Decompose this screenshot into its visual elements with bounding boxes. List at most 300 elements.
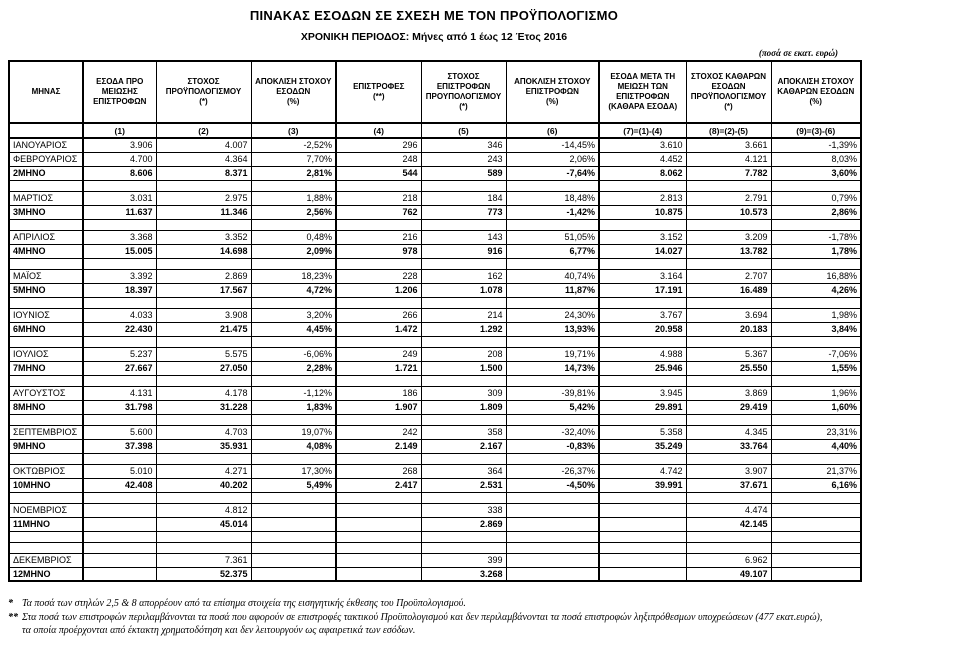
spacer-cell <box>83 542 156 553</box>
value-cell: 309 <box>421 386 506 400</box>
month-label: 3ΜΗΝΟ <box>9 205 83 219</box>
value-cell: 1.472 <box>336 322 421 336</box>
value-cell: 4,40% <box>771 439 861 453</box>
value-cell: -32,40% <box>506 425 599 439</box>
value-cell: 1,78% <box>771 244 861 258</box>
value-cell: 3.767 <box>599 308 686 322</box>
value-cell: 364 <box>421 464 506 478</box>
spacer-cell <box>156 180 251 191</box>
month-label: ΔΕΚΕΜΒΡΙΟΣ <box>9 553 83 567</box>
spacer-cell <box>686 219 771 230</box>
spacer-cell <box>251 297 336 308</box>
value-cell <box>83 517 156 531</box>
value-cell <box>83 503 156 517</box>
spacer-cell <box>251 492 336 503</box>
column-header-3: ΑΠΟΚΛΙΣΗ ΣΤΟΧΟΥ ΕΣΟΔΩΝ (%) <box>251 61 336 123</box>
value-cell: 2.149 <box>336 439 421 453</box>
spacer-cell <box>83 336 156 347</box>
value-cell: 2.531 <box>421 478 506 492</box>
spacer-cell <box>251 542 336 553</box>
table-row <box>9 244 861 258</box>
value-cell: 31.798 <box>83 400 156 414</box>
spacer-cell <box>421 180 506 191</box>
value-cell: 3.694 <box>686 308 771 322</box>
value-cell: 25.550 <box>686 361 771 375</box>
value-cell: 4.178 <box>156 386 251 400</box>
spacer-cell <box>336 297 421 308</box>
value-cell: 3.392 <box>83 269 156 283</box>
table-row <box>9 308 861 322</box>
value-cell: 5.600 <box>83 425 156 439</box>
value-cell: 4,45% <box>251 322 336 336</box>
month-label: ΝΟΕΜΒΡΙΟΣ <box>9 503 83 517</box>
value-cell: 35.249 <box>599 439 686 453</box>
value-cell: 35.931 <box>156 439 251 453</box>
value-cell: 52.375 <box>156 567 251 581</box>
month-label: 10ΜΗΝΟ <box>9 478 83 492</box>
value-cell: 4.364 <box>156 152 251 166</box>
value-cell: 23,31% <box>771 425 861 439</box>
spacer-cell <box>336 219 421 230</box>
value-cell: 31.228 <box>156 400 251 414</box>
month-label: 6ΜΗΝΟ <box>9 322 83 336</box>
value-cell: -1,12% <box>251 386 336 400</box>
value-cell: 42.145 <box>686 517 771 531</box>
value-cell <box>336 553 421 567</box>
value-cell: 2,81% <box>251 166 336 180</box>
spacer-cell <box>251 336 336 347</box>
value-cell: 346 <box>421 138 506 152</box>
spacer-cell <box>421 219 506 230</box>
spacer-cell <box>771 219 861 230</box>
value-cell: 3.152 <box>599 230 686 244</box>
value-cell: 27.667 <box>83 361 156 375</box>
value-cell: 1.500 <box>421 361 506 375</box>
value-cell: 266 <box>336 308 421 322</box>
table-row <box>9 478 861 492</box>
value-cell: 5.367 <box>686 347 771 361</box>
spacer-cell <box>336 492 421 503</box>
value-cell: 4.700 <box>83 152 156 166</box>
value-cell: 7.361 <box>156 553 251 567</box>
month-label: ΣΕΠΤΕΜΒΡΙΟΣ <box>9 425 83 439</box>
value-cell: 358 <box>421 425 506 439</box>
spacer-cell <box>83 297 156 308</box>
spacer-cell <box>336 531 421 542</box>
spacer-cell <box>251 375 336 386</box>
spacer-cell <box>156 531 251 542</box>
spacer-cell <box>771 531 861 542</box>
value-cell: 11,87% <box>506 283 599 297</box>
column-header-2: ΣΤΟΧΟΣ ΠΡΟΫΠΟΛΟΓΙΣΜΟΥ (*) <box>156 61 251 123</box>
value-cell: 4.703 <box>156 425 251 439</box>
table-row <box>9 425 861 439</box>
value-cell: 49.107 <box>686 567 771 581</box>
spacer-cell <box>771 414 861 425</box>
spacer-cell <box>599 542 686 553</box>
value-cell: 5.010 <box>83 464 156 478</box>
value-cell: 208 <box>421 347 506 361</box>
value-cell: 3.906 <box>83 138 156 152</box>
table-row <box>9 269 861 283</box>
value-cell: 6,77% <box>506 244 599 258</box>
table-row <box>9 400 861 414</box>
value-cell: 249 <box>336 347 421 361</box>
column-header-9: ΑΠΟΚΛΙΣΗ ΣΤΟΧΟΥ ΚΑΘΑΡΩΝ ΕΣΟΔΩΝ (%) <box>771 61 861 123</box>
value-cell <box>251 567 336 581</box>
column-header-7: ΕΣΟΔΑ ΜΕΤΑ ΤΗ ΜΕΙΩΣΗ ΤΩΝ ΕΠΙΣΤΡΟΦΩΝ (ΚΑΘΑΡΑ ΕΣΟΔΑ) <box>599 61 686 123</box>
value-cell <box>336 517 421 531</box>
value-cell: 5,42% <box>506 400 599 414</box>
spacer-cell <box>156 375 251 386</box>
value-cell <box>771 503 861 517</box>
spacer-row <box>9 297 861 308</box>
value-cell: 2.813 <box>599 191 686 205</box>
spacer-cell <box>156 297 251 308</box>
spacer-row <box>9 336 861 347</box>
value-cell: 3.610 <box>599 138 686 152</box>
spacer-cell <box>771 542 861 553</box>
value-cell: 338 <box>421 503 506 517</box>
page-title: ΠΙΝΑΚΑΣ ΕΣΟΔΩΝ ΣΕ ΣΧΕΣΗ ΜΕ ΤΟΝ ΠΡΟΫΠΟΛΟΓΙΣΜΟ <box>249 8 619 23</box>
value-cell <box>336 503 421 517</box>
spacer-cell <box>156 258 251 269</box>
spacer-cell <box>421 531 506 542</box>
value-cell: 3.031 <box>83 191 156 205</box>
value-cell: 0,79% <box>771 191 861 205</box>
table-row <box>9 322 861 336</box>
value-cell: 4.121 <box>686 152 771 166</box>
value-cell: 42.408 <box>83 478 156 492</box>
spacer-cell <box>421 542 506 553</box>
spacer-cell <box>686 492 771 503</box>
value-cell: 3.869 <box>686 386 771 400</box>
value-cell: 3,60% <box>771 166 861 180</box>
value-cell: 33.764 <box>686 439 771 453</box>
table-row <box>9 517 861 531</box>
spacer-cell <box>9 453 83 464</box>
spacer-cell <box>83 219 156 230</box>
footnote-marker: ** <box>8 611 18 623</box>
month-label: 9ΜΗΝΟ <box>9 439 83 453</box>
value-cell: 2.167 <box>421 439 506 453</box>
value-cell: 18,48% <box>506 191 599 205</box>
value-cell: -7,06% <box>771 347 861 361</box>
spacer-cell <box>686 375 771 386</box>
spacer-row <box>9 258 861 269</box>
footnote-marker <box>8 624 22 638</box>
month-label: 12ΜΗΝΟ <box>9 567 83 581</box>
value-cell <box>599 553 686 567</box>
value-cell: 14.027 <box>599 244 686 258</box>
value-cell: 29.419 <box>686 400 771 414</box>
value-cell: 10.573 <box>686 205 771 219</box>
value-cell: 20.183 <box>686 322 771 336</box>
column-code-8: (8)=(2)-(5) <box>686 123 771 138</box>
spacer-cell <box>83 531 156 542</box>
month-label: ΑΠΡΙΛΙΟΣ <box>9 230 83 244</box>
spacer-cell <box>686 180 771 191</box>
column-header-6: ΑΠΟΚΛΙΣΗ ΣΤΟΧΟΥ ΕΠΙΣΤΡΟΦΩΝ (%) <box>506 61 599 123</box>
value-cell: 1,88% <box>251 191 336 205</box>
spacer-cell <box>336 542 421 553</box>
value-cell <box>771 517 861 531</box>
value-cell: -26,37% <box>506 464 599 478</box>
value-cell: 18,23% <box>251 269 336 283</box>
spacer-cell <box>83 180 156 191</box>
column-code-9: (9)=(3)-(6) <box>771 123 861 138</box>
value-cell: -1,39% <box>771 138 861 152</box>
column-code-month <box>9 123 83 138</box>
spacer-cell <box>83 492 156 503</box>
spacer-cell <box>506 219 599 230</box>
spacer-cell <box>336 453 421 464</box>
value-cell: 1.809 <box>421 400 506 414</box>
table-row <box>9 567 861 581</box>
spacer-cell <box>599 375 686 386</box>
spacer-cell <box>83 375 156 386</box>
spacer-row <box>9 414 861 425</box>
value-cell: 242 <box>336 425 421 439</box>
spacer-cell <box>156 542 251 553</box>
table-row <box>9 166 861 180</box>
value-cell: 2,56% <box>251 205 336 219</box>
value-cell <box>251 553 336 567</box>
value-cell <box>83 567 156 581</box>
value-cell: 4.812 <box>156 503 251 517</box>
value-cell <box>506 567 599 581</box>
spacer-cell <box>336 414 421 425</box>
column-code-6: (6) <box>506 123 599 138</box>
value-cell: 4.271 <box>156 464 251 478</box>
month-label: ΦΕΒΡΟΥΑΡΙΟΣ <box>9 152 83 166</box>
value-cell: 17.191 <box>599 283 686 297</box>
spacer-cell <box>771 297 861 308</box>
value-cell <box>251 517 336 531</box>
value-cell: 10.875 <box>599 205 686 219</box>
value-cell <box>506 517 599 531</box>
month-label: 4ΜΗΝΟ <box>9 244 83 258</box>
document-header <box>8 8 860 43</box>
footnote-1 <box>8 597 938 611</box>
table-row <box>9 503 861 517</box>
spacer-row <box>9 542 861 553</box>
page-subtitle: ΧΡΟΝΙΚΗ ΠΕΡΙΟΔΟΣ: Μήνες από 1 έως 12 Έτος 2016 <box>300 31 568 43</box>
month-label: 2ΜΗΝΟ <box>9 166 83 180</box>
value-cell: 16,88% <box>771 269 861 283</box>
spacer-cell <box>336 180 421 191</box>
value-cell: 4.988 <box>599 347 686 361</box>
value-cell: 19,07% <box>251 425 336 439</box>
value-cell: 4.742 <box>599 464 686 478</box>
value-cell: 1,83% <box>251 400 336 414</box>
value-cell: 1,98% <box>771 308 861 322</box>
value-cell: 143 <box>421 230 506 244</box>
spacer-cell <box>421 375 506 386</box>
value-cell: -1,78% <box>771 230 861 244</box>
value-cell: 4.033 <box>83 308 156 322</box>
value-cell: 2.791 <box>686 191 771 205</box>
spacer-cell <box>771 180 861 191</box>
value-cell: 3.209 <box>686 230 771 244</box>
value-cell: 17.567 <box>156 283 251 297</box>
spacer-row <box>9 219 861 230</box>
spacer-cell <box>156 453 251 464</box>
value-cell: 0,48% <box>251 230 336 244</box>
column-header-1: ΕΣΟΔΑ ΠΡΟ ΜΕΙΩΣΗΣ ΕΠΙΣΤΡΟΦΩΝ <box>83 61 156 123</box>
column-code-2: (2) <box>156 123 251 138</box>
value-cell: 6.962 <box>686 553 771 567</box>
value-cell: 22.430 <box>83 322 156 336</box>
spacer-cell <box>251 453 336 464</box>
table-row <box>9 138 861 152</box>
month-label: 5ΜΗΝΟ <box>9 283 83 297</box>
month-label: ΑΥΓΟΥΣΤΟΣ <box>9 386 83 400</box>
value-cell: 186 <box>336 386 421 400</box>
table-row <box>9 152 861 166</box>
value-cell: 3,84% <box>771 322 861 336</box>
value-cell <box>506 503 599 517</box>
value-cell: 3.268 <box>421 567 506 581</box>
value-cell: 3.945 <box>599 386 686 400</box>
spacer-cell <box>686 453 771 464</box>
spacer-cell <box>9 258 83 269</box>
footnote-3 <box>8 624 938 638</box>
value-cell: 3.661 <box>686 138 771 152</box>
value-cell: 51,05% <box>506 230 599 244</box>
value-cell: 11.346 <box>156 205 251 219</box>
table-row <box>9 553 861 567</box>
spacer-cell <box>599 180 686 191</box>
spacer-cell <box>506 542 599 553</box>
value-cell: 214 <box>421 308 506 322</box>
spacer-cell <box>251 531 336 542</box>
value-cell <box>336 567 421 581</box>
value-cell: 2,06% <box>506 152 599 166</box>
spacer-cell <box>771 258 861 269</box>
value-cell: -39,81% <box>506 386 599 400</box>
spacer-cell <box>771 375 861 386</box>
spacer-row <box>9 180 861 191</box>
value-cell: 39.991 <box>599 478 686 492</box>
spacer-cell <box>686 297 771 308</box>
value-cell: 3.908 <box>156 308 251 322</box>
value-cell: 2,86% <box>771 205 861 219</box>
month-label: ΟΚΤΩΒΡΙΟΣ <box>9 464 83 478</box>
value-cell <box>251 503 336 517</box>
footnote-text: τα οποία προέρχονται από έκτακτη χρηματοδότηση και δεν λειτουργούν ως αφαιρετικά των εσόδων. <box>22 625 416 636</box>
spacer-cell <box>156 414 251 425</box>
spacer-cell <box>83 258 156 269</box>
spacer-cell <box>83 453 156 464</box>
spacer-cell <box>686 531 771 542</box>
value-cell: 21,37% <box>771 464 861 478</box>
spacer-cell <box>506 453 599 464</box>
spacer-cell <box>336 336 421 347</box>
spacer-cell <box>9 180 83 191</box>
value-cell: 4,26% <box>771 283 861 297</box>
value-cell: 27.050 <box>156 361 251 375</box>
value-cell: 20.958 <box>599 322 686 336</box>
value-cell: 2,09% <box>251 244 336 258</box>
table-row <box>9 230 861 244</box>
spacer-cell <box>506 531 599 542</box>
month-label: ΙΟΥΝΙΟΣ <box>9 308 83 322</box>
table-row <box>9 464 861 478</box>
value-cell: 248 <box>336 152 421 166</box>
column-header-8: ΣΤΟΧΟΣ ΚΑΘΑΡΩΝ ΕΣΟΔΩΝ ΠΡΟΫΠΟΛΟΓΙΣΜΟΥ (*) <box>686 61 771 123</box>
value-cell: 7.782 <box>686 166 771 180</box>
spacer-cell <box>771 453 861 464</box>
footnotes <box>8 597 938 638</box>
spacer-row <box>9 375 861 386</box>
value-cell: 1.206 <box>336 283 421 297</box>
revenue-vs-budget-table <box>8 60 862 582</box>
footnote-2 <box>8 611 938 625</box>
value-cell: 25.946 <box>599 361 686 375</box>
value-cell: 4,72% <box>251 283 336 297</box>
value-cell: 2.869 <box>156 269 251 283</box>
spacer-cell <box>421 414 506 425</box>
spacer-cell <box>421 297 506 308</box>
table-row <box>9 283 861 297</box>
value-cell: 4,08% <box>251 439 336 453</box>
spacer-cell <box>156 336 251 347</box>
unit-note: (ποσά σε εκατ. ευρώ) <box>758 48 838 58</box>
value-cell: 773 <box>421 205 506 219</box>
value-cell: 3.907 <box>686 464 771 478</box>
value-cell: 2,28% <box>251 361 336 375</box>
spacer-cell <box>251 258 336 269</box>
month-label: ΙΟΥΛΙΟΣ <box>9 347 83 361</box>
value-cell: -1,42% <box>506 205 599 219</box>
value-cell: 40.202 <box>156 478 251 492</box>
spacer-cell <box>251 219 336 230</box>
spacer-cell <box>421 336 506 347</box>
value-cell: 14.698 <box>156 244 251 258</box>
footnote-text: Τα ποσά των στηλών 2,5 & 8 απορρέουν από τα επίσημα στοιχεία της εισηγητικής έκθεσης του Προϋπολογισμού. <box>22 598 466 609</box>
value-cell: 228 <box>336 269 421 283</box>
column-header-5: ΣΤΟΧΟΣ ΕΠΙΣΤΡΟΦΩΝ ΠΡΟΥΠΟΛΟΓΙΣΜΟΥ (*) <box>421 61 506 123</box>
value-cell: 16.489 <box>686 283 771 297</box>
spacer-cell <box>506 414 599 425</box>
value-cell: 1,96% <box>771 386 861 400</box>
value-cell: 8.062 <box>599 166 686 180</box>
spacer-cell <box>599 531 686 542</box>
value-cell: 21.475 <box>156 322 251 336</box>
value-cell: 762 <box>336 205 421 219</box>
value-cell: 13,93% <box>506 322 599 336</box>
month-label: ΙΑΝΟΥΑΡΙΟΣ <box>9 138 83 152</box>
value-cell: 11.637 <box>83 205 156 219</box>
spacer-cell <box>686 414 771 425</box>
spacer-cell <box>9 336 83 347</box>
value-cell: 2.417 <box>336 478 421 492</box>
value-cell: 268 <box>336 464 421 478</box>
spacer-cell <box>421 258 506 269</box>
value-cell: 243 <box>421 152 506 166</box>
spacer-cell <box>9 531 83 542</box>
value-cell <box>771 553 861 567</box>
month-label: 8ΜΗΝΟ <box>9 400 83 414</box>
spacer-cell <box>506 258 599 269</box>
spacer-cell <box>686 336 771 347</box>
value-cell: 4.452 <box>599 152 686 166</box>
value-cell: 13.782 <box>686 244 771 258</box>
footnote-text: Στα ποσά των επιστροφών περιλαμβάνονται τα ποσά που αφορούν σε επιστροφές τακτικού Προϋπολογισμού και δεν περιλαμβάνονται τα ποσά επιστροφών ληξιπρόθεσμων υποχρεώσεων (477 εκατ.ευρώ), <box>22 611 823 623</box>
value-cell: 37.398 <box>83 439 156 453</box>
spacer-cell <box>83 414 156 425</box>
